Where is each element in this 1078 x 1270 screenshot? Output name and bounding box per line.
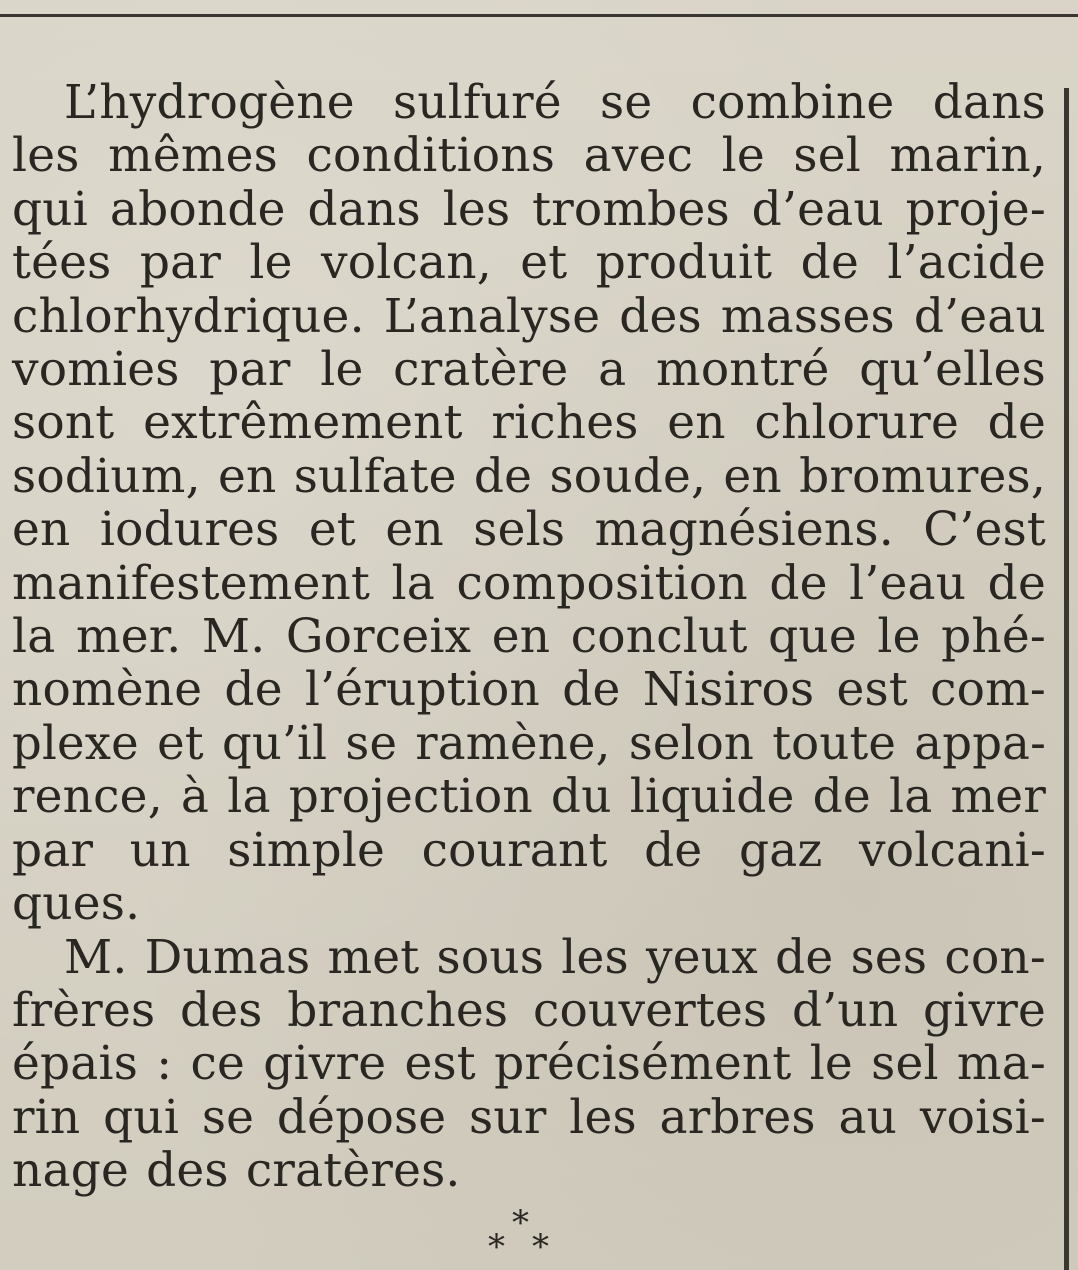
text-line: frères des branches couvertes d’un givre (12, 982, 1046, 1038)
text-line: rin qui se dépose sur les arbres au voisi- (12, 1089, 1046, 1145)
paragraph-2 (12, 931, 1046, 1198)
text-line: nomène de l’éruption de Nisiros est com- (12, 662, 1046, 718)
paragraph-1 (12, 76, 1046, 931)
text-line: plexe et qu’il se ramène, selon toute appa- (12, 715, 1046, 770)
text-line: vomies par le cratère a montré qu’elles (12, 342, 1046, 398)
text-line: la mer. M. Gorceix en conclut que le phé- (12, 609, 1046, 665)
article-column (12, 76, 1046, 1198)
text-line: les mêmes conditions avec le sel marin, (12, 128, 1046, 184)
text-line: tées par le volcan, et produit de l’acide (12, 235, 1046, 291)
asterism-ornament (480, 1200, 560, 1270)
text-line: par un simple courant de gaz volcani- (12, 822, 1046, 878)
text-line: épais : ce givre est précisément le sel ma- (12, 1036, 1046, 1092)
asterisk-mark: * (488, 1227, 505, 1267)
text-line: sodium, en sulfate de soude, en bromures, (12, 448, 1046, 504)
asterisk-mark: * (532, 1227, 549, 1267)
text-line: qui abonde dans les trombes d’eau proje- (12, 181, 1046, 237)
asterisk-mark: * (512, 1203, 529, 1243)
top-rule (0, 0, 1078, 17)
text-line: M. Dumas met sous les yeux de ses con- (64, 929, 1046, 985)
text-line: nage des cratères. (12, 1143, 461, 1199)
text-line: manifestement la composition de l’eau de (12, 555, 1046, 611)
text-line: sont extrêmement riches en chlorure de (12, 395, 1046, 451)
text-line: rence, à la projection du liquide de la mer (12, 769, 1046, 825)
text-line: en iodures et en sels magnésiens. C’est (12, 502, 1046, 558)
text-line: ques. (12, 876, 141, 932)
column-rule (1064, 88, 1069, 1270)
text-line: L’hydrogène sulfuré se combine dans (64, 75, 1046, 130)
text-line: chlorhydrique. L’analyse des masses d’eau (12, 288, 1046, 344)
